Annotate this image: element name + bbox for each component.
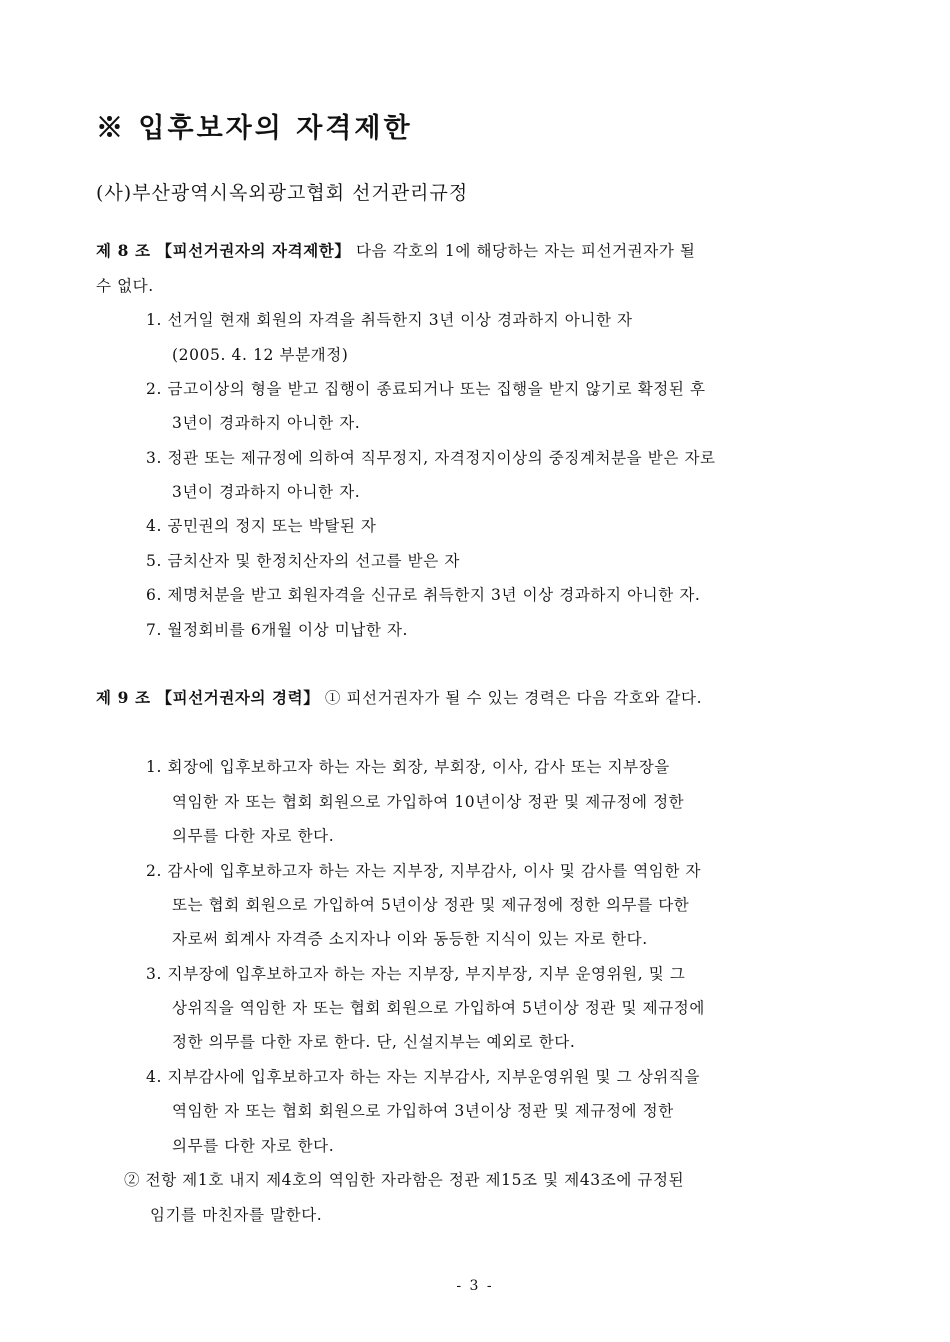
article-9-item: 2. 감사에 입후보하고자 하는 자는 지부장, 지부감사, 이사 및 감사를 역임한 자 (146, 862, 702, 880)
article-8-text: 다음 각호의 1에 해당하는 자는 피선거권자가 될 (350, 242, 696, 260)
article-9-item: 의무를 다한 자로 한다. (172, 1137, 335, 1155)
article-8-item: 3년이 경과하지 아니한 자. (172, 483, 361, 501)
article-9-heading (96, 688, 702, 708)
article-8-item: (2005. 4. 12 부분개정) (172, 346, 349, 364)
article-9-item: 역임한 자 또는 협회 회원으로 가입하여 10년이상 정관 및 제규정에 정한 (172, 793, 685, 811)
article-8-item: 5. 금치산자 및 한정치산자의 선고를 받은 자 (146, 552, 460, 570)
document-subtitle: (사)부산광역시옥외광고협회 선거관리규정 (96, 182, 469, 204)
article-8-text-cont: 수 없다. (96, 277, 154, 295)
article-9-lead: 제 9 조 【피선거권자의 경력】 (96, 688, 320, 707)
page-title: ※ 입후보자의 자격제한 (96, 113, 413, 144)
article-8-item: 2. 금고이상의 형을 받고 집행이 종료되거나 또는 집행을 받지 않기로 확정된 후 (146, 380, 706, 398)
article-8-item: 7. 월정회비를 6개월 이상 미납한 자. (146, 621, 409, 639)
article-8-item: 3. 정관 또는 제규정에 의하여 직무정지, 자격정지이상의 중징계처분을 받은 자로 (146, 449, 716, 467)
article-8-item: 6. 제명처분을 받고 회원자격을 신규로 취득한지 3년 이상 경과하지 아니한 자. (146, 586, 701, 604)
article-9-paragraph-2: ② 전항 제1호 내지 제4호의 역임한 자라함은 정관 제15조 및 제43조에 규정된 (124, 1171, 685, 1189)
article-8-item: 3년이 경과하지 아니한 자. (172, 414, 361, 432)
article-9-item: 역임한 자 또는 협회 회원으로 가입하여 3년이상 정관 및 제규정에 정한 (172, 1102, 674, 1120)
article-8-item: 1. 선거일 현재 회원의 자격을 취득한지 3년 이상 경과하지 아니한 자 (146, 311, 633, 329)
article-8-item: 4. 공민권의 정지 또는 박탈된 자 (146, 517, 377, 535)
article-9-item: 정한 의무를 다한 자로 한다. 단, 신설지부는 예외로 한다. (172, 1033, 576, 1051)
article-9-item: 1. 회장에 입후보하고자 하는 자는 회장, 부회장, 이사, 감사 또는 지부장을 (146, 758, 670, 776)
article-9-item: 4. 지부감사에 입후보하고자 하는 자는 지부감사, 지부운영위원 및 그 상위직을 (146, 1068, 701, 1086)
article-9-item: 3. 지부장에 입후보하고자 하는 자는 지부장, 부지부장, 지부 운영위원, 및 그 (146, 965, 686, 983)
article-9-item: 의무를 다한 자로 한다. (172, 827, 335, 845)
article-9-text: ① 피선거권자가 될 수 있는 경력은 다음 각호와 같다. (319, 689, 703, 707)
page-number: - 3 - (456, 1278, 494, 1294)
article-8-heading (96, 241, 696, 261)
article-9-item: 자로써 회계사 자격증 소지자나 이와 동등한 지식이 있는 자로 한다. (172, 930, 648, 948)
article-9-item: 또는 협회 회원으로 가입하여 5년이상 정관 및 제규정에 정한 의무를 다한 (172, 896, 690, 914)
article-9-item: 상위직을 역임한 자 또는 협회 회원으로 가입하여 5년이상 정관 및 제규정에 (172, 999, 705, 1017)
article-8-lead: 제 8 조 【피선거권자의 자격제한】 (96, 241, 351, 260)
article-9-paragraph-2-cont: 임기를 마친자를 말한다. (150, 1206, 323, 1224)
